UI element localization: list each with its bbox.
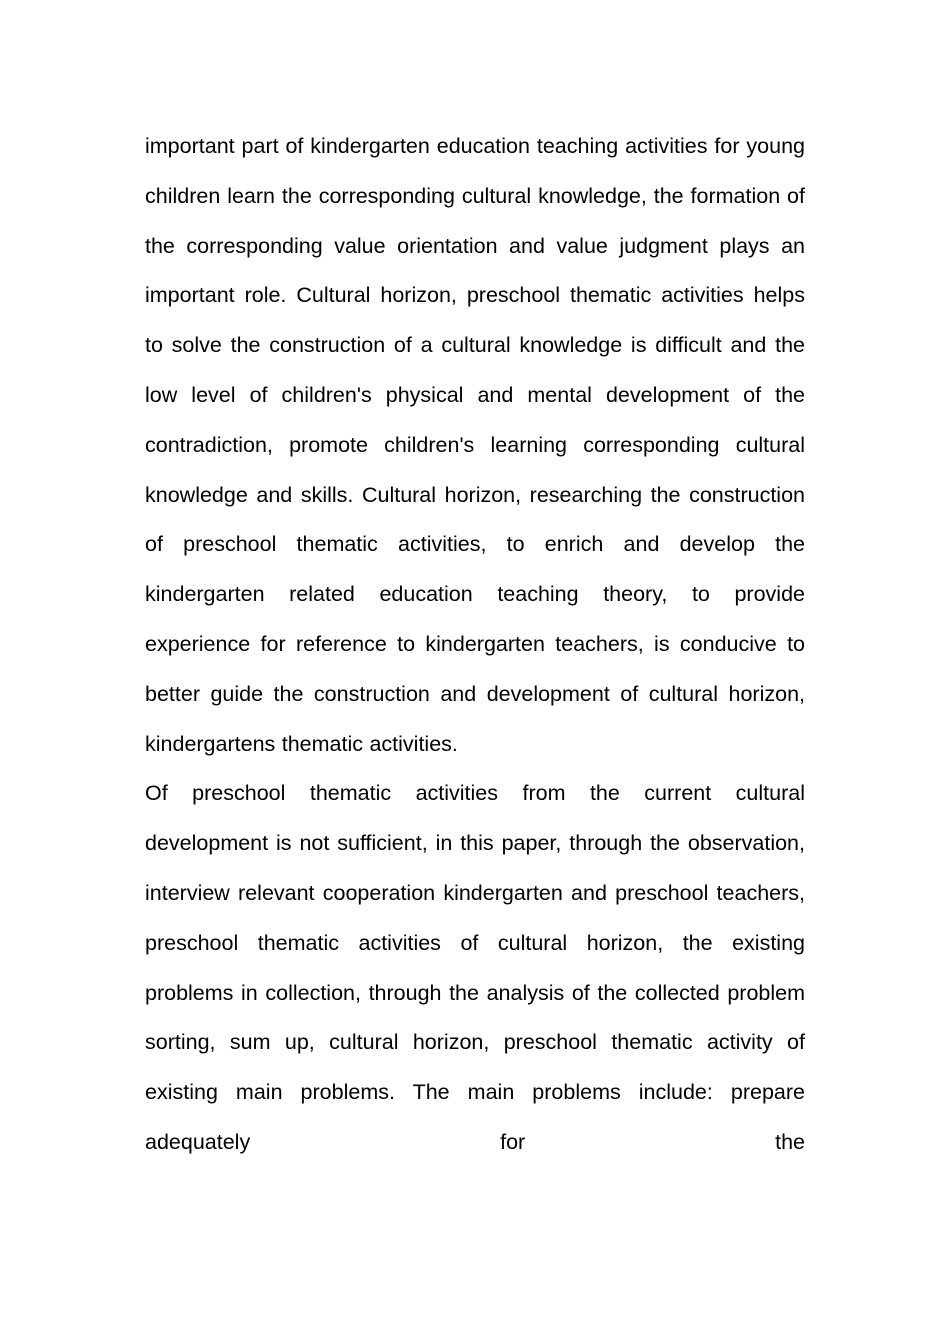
- paragraph-1: important part of kindergarten education teaching activities for young children learn the corresponding cultural knowledge, the formation of the corresponding value orientation and value judgment plays an important role. Cultural horizon, preschool thematic activities helps to solve the construction of a cultural knowledge is difficult and the low level of children's physical and mental development of the contradiction, promote children's learning corresponding cultural knowledge and skills. Cultural horizon, researching the construction of preschool thematic activities, to enrich and develop the kindergarten related education teaching theory, to provide experience for reference to kindergarten teachers, is conducive to better guide the construction and development of cultural horizon, kindergartens thematic activities.: [145, 134, 805, 756]
- paragraph-2: Of preschool thematic activities from the current cultural development is not sufficient, in this paper, through the observation, interview relevant cooperation kindergarten and preschool teachers, preschool thematic activities of cultural horizon, the existing problems in collection, through the analysis of the collected problem sorting, sum up, cultural horizon, preschool thematic activity of existing main problems. The main problems include: prepare adequately for the: [145, 781, 805, 1154]
- body-text: [145, 122, 805, 1168]
